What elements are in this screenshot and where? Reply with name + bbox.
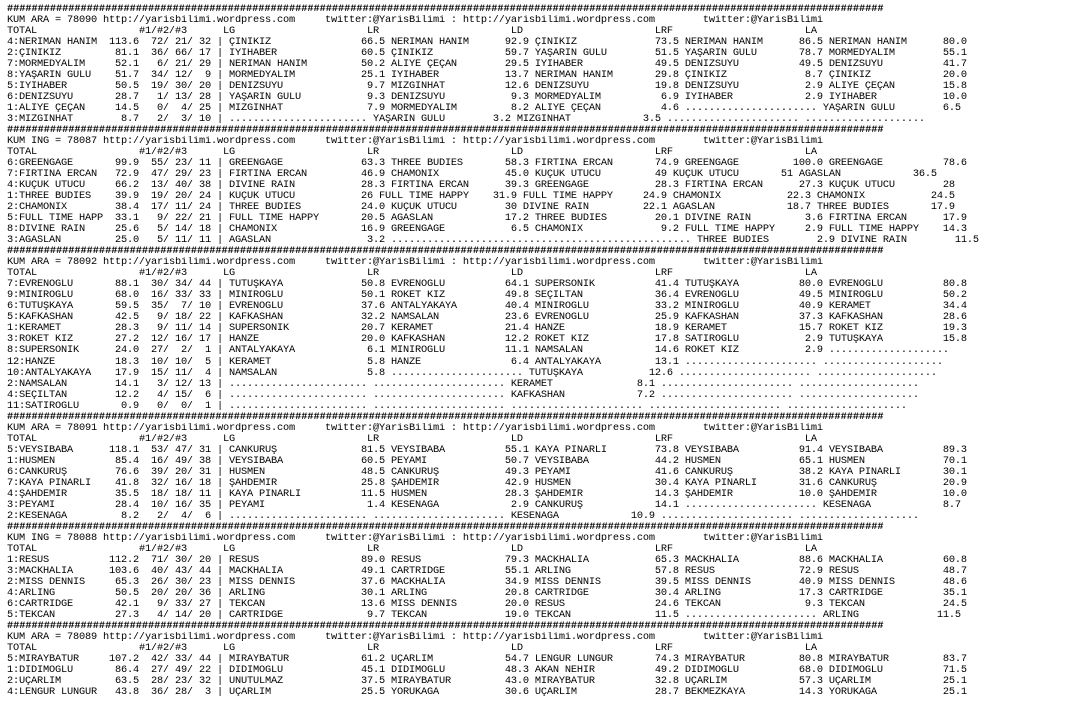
section-separator: ############################################################################################################################################### xyxy=(7,4,884,15)
section-separator: ############################################################################################################################################### xyxy=(7,411,884,423)
table-row: 3:MİZGİNHAT 8.7 2/ 3/ 10 | ....................... YAŞARIN GÜLÜ 3.2 MİZGİNHAT 3.5 ...................... .................... xyxy=(7,114,925,126)
race-header: KUM ARA = 78090 http://yarisbilimi.wordpress.com twitter:@YarisBilimi : http://yarisbilimi.wordpress.com twitter:@YarisBilimi xyxy=(7,15,823,27)
race-header: KUM ING = 78087 http://yarisbilimi.wordpress.com twitter:@YarisBilimi : http://yarisbilimi.wordpress.com twitter:@YarisBilimi xyxy=(7,136,823,148)
table-row: 5:İYİHABER 50.5 19/ 30/ 20 | DENİZSUYU 9.7 MİZGİNHAT 12.6 DENİZSUYU 19.8 DENİZSUYU 2.9 ALİYE ÇEÇAN 15.8 xyxy=(7,81,967,93)
table-row: 4:SEÇİLTAN 12.2 4/ 15/ 6 | ....................... ...................... KAFKASHAN 7.2 ...................... .................... xyxy=(7,389,919,401)
table-row: 9:MİNİROĞLU 68.0 16/ 33/ 33 | MİNİROĞLU 50.1 ROKET KIZ 49.8 SEÇİLTAN 36.4 EVRENOĞLU 49.5 MİNİROĞLU 50.2 xyxy=(7,290,967,302)
table-row: 5:VEYSİBABA 118.1 53/ 47/ 31 | CANKURUŞ 81.5 VEYSİBABA 55.1 KAYA PINARLI 73.8 VEYSİBABA 91.4 VEYSİBABA 89.3 xyxy=(7,444,967,456)
table-row: 2:MISS DENNIS 65.3 26/ 30/ 23 | MISS DENNIS 37.6 MACKHALIA 34.9 MISS DENNIS 39.5 MISS DENNIS 40.9 MISS DENNIS 48.6 xyxy=(7,576,967,588)
table-row: 6:CANKURUŞ 76.6 39/ 20/ 31 | HÜSMEN 48.5 CANKURUŞ 49.3 PEYAMİ 41.6 CANKURUŞ 38.2 KAYA PINARLI 30.1 xyxy=(7,466,967,478)
table-row: 10:ANTALYAKAYA 17.9 15/ 11/ 4 | NAMSALAN 5.8 ...................... TUTUŞKAYA 12.6 ...................... .................... xyxy=(7,367,937,379)
column-header-row: TOTAL #1/#2/#3 LG LR LD LRF LA xyxy=(7,433,817,445)
table-row: 7:KAYA PINARLI 41.8 32/ 16/ 18 | ŞAHDEMİR 25.8 ŞAHDEMİR 42.9 HÜSMEN 30.4 KAYA PINARLI 31.6 CANKURUŞ 20.9 xyxy=(7,477,967,489)
column-header-row: TOTAL #1/#2/#3 LG LR LD LRF LA xyxy=(7,642,817,654)
table-row: 1:ALİYE ÇEÇAN 14.5 0/ 4/ 25 | MİZGİNHAT 7.9 MORMEDYALIM 8.2 ALİYE ÇEÇAN 4.6 ...................... YAŞARIN GÜLÜ 6.5 xyxy=(7,103,961,115)
table-row: 1:RESUS 112.2 71/ 30/ 20 | RESUS 89.0 RESUS 79.3 MACKHALIA 65.3 MACKHALIA 88.6 MACKHALIA 60.8 xyxy=(7,554,967,566)
table-row: 2:UÇARLIM 63.5 28/ 23/ 32 | UNUTULMAZ 37.5 MİRAYBATUR 43.0 MİRAYBATUR 32.8 UÇARLIM 57.3 UÇARLIM 25.1 xyxy=(7,675,967,687)
table-row: 3:ROKET KIZ 27.2 12/ 16/ 17 | HANZE 20.0 KAFKASHAN 12.2 ROKET KIZ 17.8 SATIROĞLU 2.9 TUTUŞKAYA 15.8 xyxy=(7,334,967,346)
column-header-row: TOTAL #1/#2/#3 LG LR LD LRF LA xyxy=(7,26,817,38)
race-ratings-document xyxy=(7,4,1075,710)
table-row: 4:NERİMAN HANIM 113.6 72/ 21/ 32 | ÇİNİKIZ 66.5 NERİMAN HANIM 92.9 ÇİNİKIZ 73.5 NERİMAN HANIM 86.5 NERİMAN HANIM 80.0 xyxy=(7,37,967,49)
section-separator: ############################################################################################################################################### xyxy=(7,246,884,258)
table-row: 6:TUTUŞKAYA 59.5 35/ 7/ 10 | EVRENOĞLU 37.6 ANTALYAKAYA 40.4 MİNİROĞLU 33.2 MİNİROĞLU 40.9 KERAMET 34.4 xyxy=(7,301,967,313)
table-row: 2:KESENAĞA 8.2 2/ 4/ 6 | ....................... ...................... KESENAĞA 10.9 ...................... .................... xyxy=(7,510,919,522)
table-row: 3:PEYAMİ 28.4 10/ 16/ 35 | PEYAMİ 1.4 KESENAĞA 2.9 CANKURUŞ 14.1 ...................... KESENAĞA 8.7 xyxy=(7,499,961,511)
table-row: 4:ŞAHDEMİR 35.5 18/ 18/ 11 | KAYA PINARLI 11.5 HÜSMEN 28.3 ŞAHDEMİR 14.3 ŞAHDEMİR 10.0 ŞAHDEMİR 10.0 xyxy=(7,488,967,500)
table-row: 1:HÜSMEN 85.4 16/ 49/ 38 | VEYSİBABA 60.5 PEYAMİ 50.7 VEYSİBABA 44.2 HÜSMEN 65.1 HÜSMEN 70.1 xyxy=(7,455,967,467)
column-header-row: TOTAL #1/#2/#3 LG LR LD LRF LA xyxy=(7,147,817,159)
table-row: 7:FIRTINA ERCAN 72.9 47/ 29/ 23 | FIRTINA ERCAN 46.9 CHAMONIX 45.0 KÜÇÜK ÜTÜCÜ 49 KÜÇÜK ÜTÜCÜ 51 AĞASLAN 36.5 xyxy=(7,169,937,181)
race-header: KUM ARA = 78092 http://yarisbilimi.wordpress.com twitter:@YarisBilimi : http://yarisbilimi.wordpress.com twitter:@YarisBilimi xyxy=(7,257,823,269)
table-row: 6:DENİZSUYU 28.7 1/ 13/ 28 | YAŞARIN GÜLÜ 9.3 DENİZSUYU 9.3 MORMEDYALIM 6.9 İYİHABER 2.9 İYİHABER 10.0 xyxy=(7,92,967,104)
table-row: 1:THREE BUDIES 39.9 19/ 20/ 24 | KÜÇÜK ÜTÜCÜ 26 FULL TIME HAPPY 31.9 FULL TIME HAPPY 24.9 CHAMONIX 22.3 CHAMONIX 24.5 xyxy=(7,191,955,203)
column-header-row: TOTAL #1/#2/#3 LG LR LD LRF LA xyxy=(7,268,817,280)
table-row: 7:EVRENOĞLU 88.1 30/ 34/ 44 | TUTUŞKAYA 50.8 EVRENOĞLU 64.1 SÜPERSONİK 41.4 TUTUŞKAYA 80.0 EVRENOĞLU 80.8 xyxy=(7,279,967,291)
table-row: 5:KAFKASHAN 42.5 9/ 18/ 22 | KAFKASHAN 32.2 NAMSALAN 23.6 EVRENOĞLU 25.9 KAFKASHAN 37.3 KAFKASHAN 28.6 xyxy=(7,312,967,324)
table-row: 5:MİRAYBATUR 107.2 42/ 33/ 44 | MİRAYBATUR 61.2 UÇARLIM 54.7 LENGÜR LÜNGÜR 74.3 MİRAYBATUR 80.8 MİRAYBATUR 83.7 xyxy=(7,653,967,665)
table-row: 4:LENGÜR LÜNGÜR 43.8 36/ 28/ 3 | UÇARLIM 25.5 YÖRÜKAĞA 30.6 UÇARLIM 28.7 BEKMEZKAYA 14.3 YÖRÜKAĞA 25.1 xyxy=(7,686,967,698)
table-row: 12:HANZE 18.3 10/ 10/ 5 | KERAMET 5.8 HANZE 6.4 ANTALYAKAYA 13.1 ...................... .................... xyxy=(7,356,943,368)
table-row: 1:KERAMET 28.3 9/ 11/ 14 | SÜPERSONİK 20.7 KERAMET 21.4 HANZE 18.9 KERAMET 15.7 ROKET KIZ 19.3 xyxy=(7,323,967,335)
race-header: KUM ING = 78088 http://yarisbilimi.wordpress.com twitter:@YarisBilimi : http://yarisbilimi.wordpress.com twitter:@YarisBilimi xyxy=(7,532,823,544)
race-header: KUM ARA = 78089 http://yarisbilimi.wordpress.com twitter:@YarisBilimi : http://yarisbilimi.wordpress.com twitter:@YarisBilimi xyxy=(7,631,823,643)
race-header: KUM ARA = 78091 http://yarisbilimi.wordpress.com twitter:@YarisBilimi : http://yarisbilimi.wordpress.com twitter:@YarisBilimi xyxy=(7,422,823,434)
table-row: 8:SÜPERSONİK 24.0 27/ 2/ 1 | ANTALYAKAYA 6.1 MİNİROĞLU 11.1 NAMSALAN 14.6 ROKET KIZ 2.9 .................... xyxy=(7,345,949,357)
table-row: 3:AĞASLAN 25.0 5/ 11/ 11 | AĞASLAN 3.2 .................................................. THREE BUDIES 2.9 DIVINE RAIN 11.5 xyxy=(7,235,979,247)
table-row: 6:GREENGAGE 99.9 55/ 23/ 11 | GREENGAGE 63.3 THREE BUDIES 58.3 FIRTINA ERCAN 74.9 GREENGAGE 100.0 GREENGAGE 78.6 xyxy=(7,158,967,170)
table-row: 7:MORMEDYALIM 52.1 6/ 21/ 29 | NERİMAN HANIM 50.2 ALİYE ÇEÇAN 29.5 İYİHABER 49.5 DENİZSUYU 49.5 DENİZSUYU 41.7 xyxy=(7,59,967,71)
table-row: 2:NAMSALAN 14.1 3/ 12/ 13 | ....................... ...................... KERAMET 8.1 ...................... .................... xyxy=(7,378,919,390)
table-row: 2:ÇİNİKIZ 81.1 36/ 66/ 17 | İYİHABER 60.5 ÇİNİKIZ 59.7 YAŞARIN GÜLÜ 51.5 YAŞARIN GÜLÜ 78.7 MORMEDYALIM 55.1 xyxy=(7,48,967,60)
table-row: 3:MACKHALIA 103.6 40/ 43/ 44 | MACKHALIA 49.1 CARTRIDGE 55.1 ARLING 57.8 RESUS 72.9 RESUS 48.7 xyxy=(7,565,967,577)
section-separator: ############################################################################################################################################### xyxy=(7,620,884,632)
column-header-row: TOTAL #1/#2/#3 LG LR LD LRF LA xyxy=(7,543,817,555)
table-row: 8:DIVINE RAIN 25.6 5/ 14/ 18 | CHAMONIX 16.9 GREENGAGE 6.5 CHAMONIX 9.2 FULL TIME HAPPY 2.9 FULL TIME HAPPY 14.3 xyxy=(7,224,967,236)
table-row: 11:SATIROĞLU 0.9 0/ 0/ 1 | ....................... ...................... ...................... ...................... .................... xyxy=(7,400,907,412)
section-separator: ############################################################################################################################################### xyxy=(7,125,884,137)
section-separator: ############################################################################################################################################### xyxy=(7,521,884,533)
table-row: 4:ARLING 50.5 20/ 20/ 36 | ARLING 30.1 ARLING 20.8 CARTRIDGE 30.4 ARLING 17.3 CARTRIDGE 35.1 xyxy=(7,587,967,599)
table-row: 1:DİDİMOĞLU 86.4 27/ 49/ 22 | DİDİMOĞLU 45.1 DİDİMOĞLU 48.3 AKAN NEHİR 49.2 DİDİMOĞLU 68.0 DİDİMOĞLU 71.5 xyxy=(7,664,967,676)
table-row: 6:CARTRIDGE 42.1 9/ 33/ 27 | TEKCAN 13.6 MISS DENNIS 20.0 RESUS 24.6 TEKCAN 9.3 TEKCAN 24.5 xyxy=(7,598,967,610)
table-row: 8:YAŞARIN GÜLÜ 51.7 34/ 12/ 9 | MORMEDYALIM 25.1 İYİHABER 13.7 NERİMAN HANIM 29.8 ÇİNİKIZ 8.7 ÇİNİKIZ 20.0 xyxy=(7,70,967,82)
table-row: 4:KÜÇÜK ÜTÜCÜ 66.2 13/ 40/ 38 | DIVINE RAIN 28.3 FIRTINA ERCAN 39.3 GREENGAGE 28.3 FIRTINA ERCAN 27.3 KÜÇÜK ÜTÜCÜ 28 xyxy=(7,180,955,192)
table-row: 2:CHAMONIX 38.4 17/ 11/ 24 | THREE BUDIES 24.0 KÜÇÜK ÜTÜCÜ 30 DIVINE RAIN 22.1 AĞASLAN 18.7 THREE BUDIES 17.9 xyxy=(7,202,955,214)
table-row: 5:TEKCAN 27.3 4/ 14/ 20 | CARTRIDGE 9.7 TEKCAN 19.0 TEKCAN 11.5 ...................... ARLING 11.5 xyxy=(7,609,961,621)
table-row: 5:FULL TIME HAPP 33.1 9/ 22/ 21 | FULL TIME HAPPY 20.5 AĞASLAN 17.2 THREE BUDIES 20.1 DIVINE RAIN 3.6 FIRTINA ERCAN 17.9 xyxy=(7,213,967,225)
